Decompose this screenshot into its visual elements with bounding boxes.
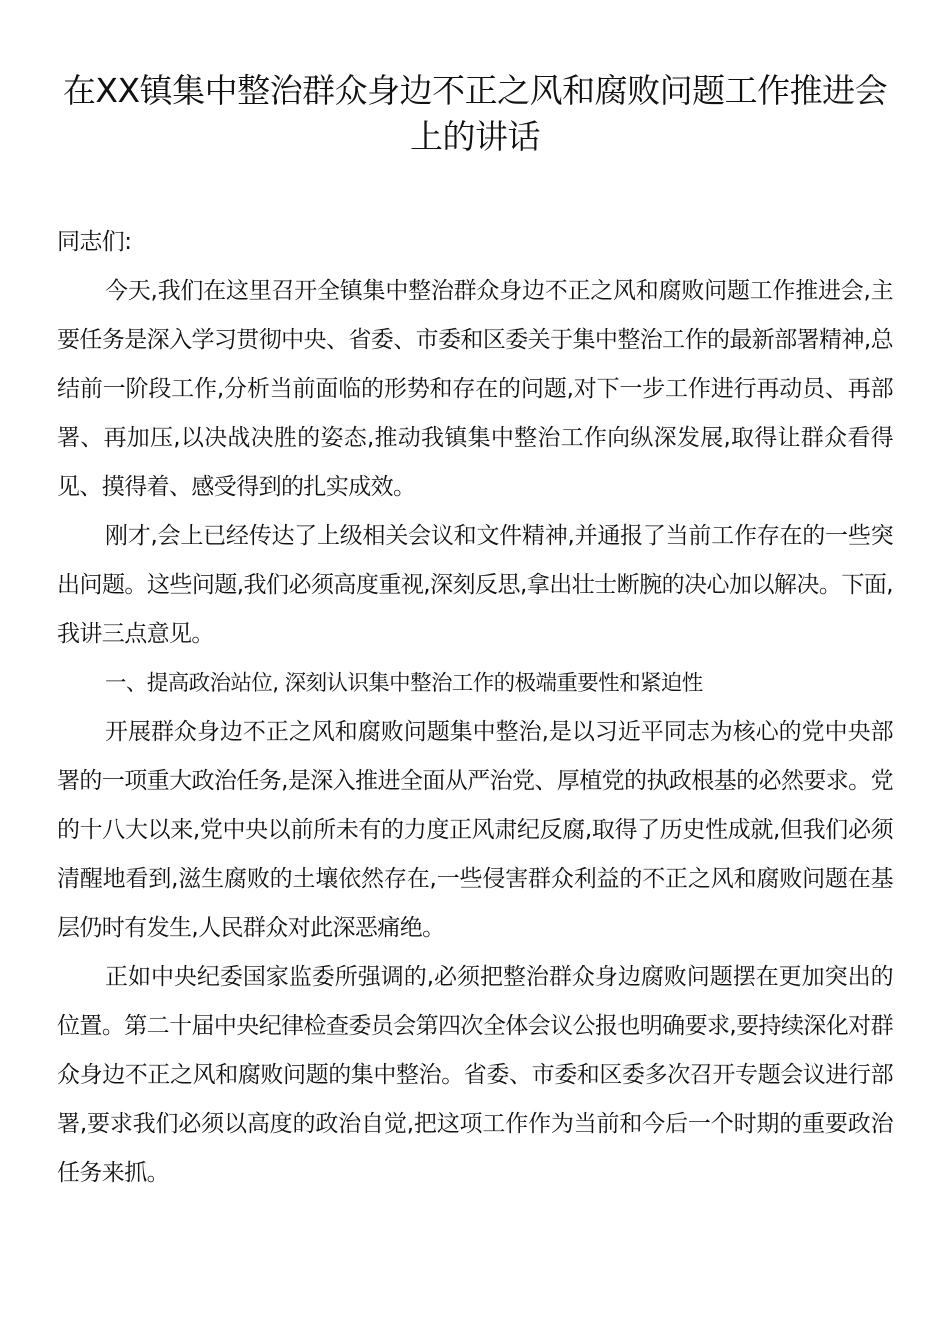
paragraph-issues: 刚才,会上已经传达了上级相关会议和文件精神,并通报了当前工作存在的一些突出问题。这些问题,我们必须高度重视,深刻反思,拿出壮士断腕的决心加以解决。下面,我讲三点意见。: [57, 523, 893, 647]
document-body: [57, 218, 893, 1198]
document-title: 在XX镇集中整治群众身边不正之风和腐败问题工作推进会上的讲话: [62, 71, 888, 156]
paragraph-section1-b: 正如中央纪委国家监委所强调的,必须把整治群众身边腐败问题摆在更加突出的位置。第二十届中央纪律检查委员会第四次全体会议公报也明确要求,要持续深化对群众身边不正之风和腐败问题的集中整治。省委、市委和区委多次召开专题会议进行部署,要求我们必须以高度的政治自觉,把这项工作作为当前和今后一个时期的重要政治任务来抓。: [57, 964, 893, 1186]
salutation: 同志们:: [57, 229, 132, 255]
document-page: [57, 0, 893, 1198]
paragraph-opening: 今天,我们在这里召开全镇集中整治群众身边不正之风和腐败问题工作推进会,主要任务是深入学习贯彻中央、省委、市委和区委关于集中整治工作的最新部署精神,总结前一阶段工作,分析当前面临的形势和存在的问题,对下一步工作进行再动员、再部署、再加压,以决战决胜的姿态,推动我镇集中整治工作向纵深发展,取得让群众看得见、摸得着、感受得到的扎实成效。: [57, 278, 893, 500]
paragraph-section1-a: 开展群众身边不正之风和腐败问题集中整治,是以习近平同志为核心的党中央部署的一项重大政治任务,是深入推进全面从严治党、厚植党的执政根基的必然要求。党的十八大以来,党中央以前所未有的力度正风肃纪反腐,取得了历史性成就,但我们必须清醒地看到,滋生腐败的土壤依然存在,一些侵害群众利益的不正之风和腐败问题在基层仍时有发生,人民群众对此深恶痛绝。: [57, 719, 893, 941]
section-heading-1: 一、提高政治站位, 深刻认识集中整治工作的极端重要性和紧迫性: [105, 671, 703, 696]
